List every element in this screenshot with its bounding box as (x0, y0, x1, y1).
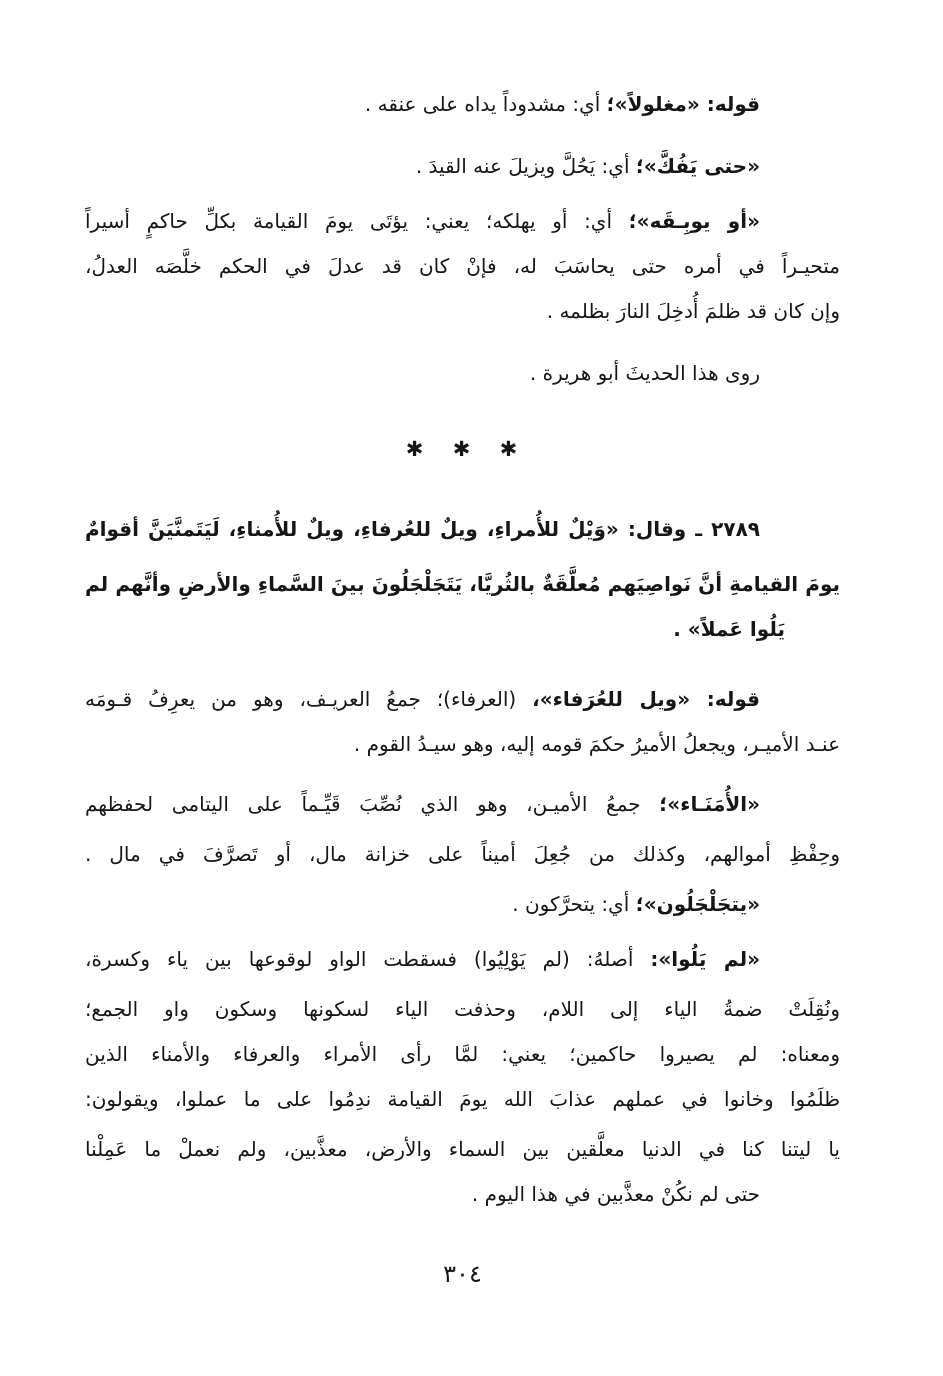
text-line (85, 1127, 840, 1172)
lemma-bold: «لم يَلُوا»: (650, 947, 761, 971)
text-line (85, 987, 840, 1032)
hadith-line (85, 607, 840, 652)
line-text: وحِفْظِ أموالهم، وكذلك من جُعِلَ أميناً على خزانة مال، أو تَصرَّفَ في مال . (85, 842, 840, 866)
text-line (85, 882, 840, 927)
text-line (85, 1032, 840, 1077)
lemma-bold: «يتجَلْجَلُون»؛ (635, 892, 760, 916)
line-text: ونُقِلَتْ ضمةُ الياء إلى اللام، وحذفت الياء لسكونها وسكون واو الجمع؛ (85, 997, 840, 1021)
lemma-bold: «حتى يَفُكَّ»؛ (635, 154, 760, 178)
text-line (85, 832, 840, 877)
line-text: حتى لم نكُنْ معذَّبين في هذا اليوم . (471, 1182, 760, 1206)
line-text: يَلُوا عَملاً» . (673, 617, 785, 641)
line-text: ومعناه: لم يصيروا حاكمين؛ يعني: لمَّا رأى الأمراء والعرفاء والأمناء الذين (85, 1042, 840, 1066)
line-text: متحيـراً في أمره حتى يحاسَبَ له، فإنْ كان قد عدلَ في الحكم خلَّصَه العدلُ، (85, 254, 840, 278)
text-line (85, 1172, 840, 1217)
line-text: أي: مشدوداً يداه على عنقه . (364, 92, 607, 116)
line-text: وإن كان قد ظلمَ أُدخِلَ النارَ بظلمه . (546, 299, 840, 323)
text-line (85, 937, 840, 982)
lemma-bold: قوله: «ويل للعُرَفاء»، (532, 687, 760, 711)
line-text: جمعُ الأميـن، وهو الذي نُصِّبَ قَيِّـماً على اليتامى لحفظهم (85, 792, 660, 816)
text-line (85, 244, 840, 289)
line-text: يومَ القيامةِ أنَّ نَواصِيَهم مُعلَّقَةٌ بالثُريَّا، يَتَجَلْجَلُونَ بينَ السَّماءِ والأرضِ وأنَّهم لم (85, 572, 840, 596)
text-line (85, 677, 840, 722)
hadith-line (85, 562, 840, 607)
text-line (85, 1077, 840, 1122)
line-text: روى هذا الحديثَ أبو هريرة . (529, 361, 760, 385)
lemma-bold: قوله: «مغلولاً»؛ (606, 92, 760, 116)
text-line (85, 722, 840, 767)
section-separator: ✱ ✱ ✱ (405, 437, 520, 461)
line-text: عنـد الأميـر، ويجعلُ الأميرُ حكمَ قومه إليه، وهو سيـدُ القوم . (353, 732, 840, 756)
lemma-bold: «أو يوبِـقَه»؛ (628, 209, 760, 233)
text-line (85, 82, 840, 127)
narrator-line (85, 351, 840, 396)
text-line (85, 289, 840, 334)
page-number: ٣٠٤ (443, 1260, 482, 1288)
line-text: يا ليتنا كنا في الدنيا معلَّقين بين السماء والأرض، معذَّبين، ولم نعملْ ما عَمِلْنا (85, 1137, 840, 1161)
line-text: ٢٧٨٩ ـ وقال: «وَيْلٌ للأُمراءِ، ويلٌ للعُرفاءِ، ويلٌ للأُمناءِ، لَيَتَمنَّيَنَّ أقوامٌ (85, 517, 760, 541)
line-text: ظلَمُوا وخانوا في عملهم عذابَ الله يومَ القيامة ندِمُوا على ما عملوا، ويقولون: (85, 1087, 840, 1111)
line-text: أصلهُ: (لم يَوْلِيُوا) فسقطت الواو لوقوعها بين ياء وكسرة، (85, 947, 651, 971)
line-text: أي: يَحُلَّ ويزيلَ عنه القيدَ . (415, 154, 636, 178)
text-line (85, 144, 840, 189)
text-line (85, 199, 840, 244)
lemma-bold: «الأُمَنَـاء»؛ (659, 792, 760, 816)
line-text: أي: أو يهلكه؛ يعني: يؤتَى يومَ القيامة بكلِّ حاكمٍ أسيراً (85, 209, 629, 233)
text-line (85, 782, 840, 827)
line-text: أي: يتحرَّكون . (512, 892, 636, 916)
hadith-line (85, 507, 840, 552)
line-text: (العرفاء)؛ جمعُ العريـف، وهو من يعرِفُ قـومَه (85, 687, 533, 711)
